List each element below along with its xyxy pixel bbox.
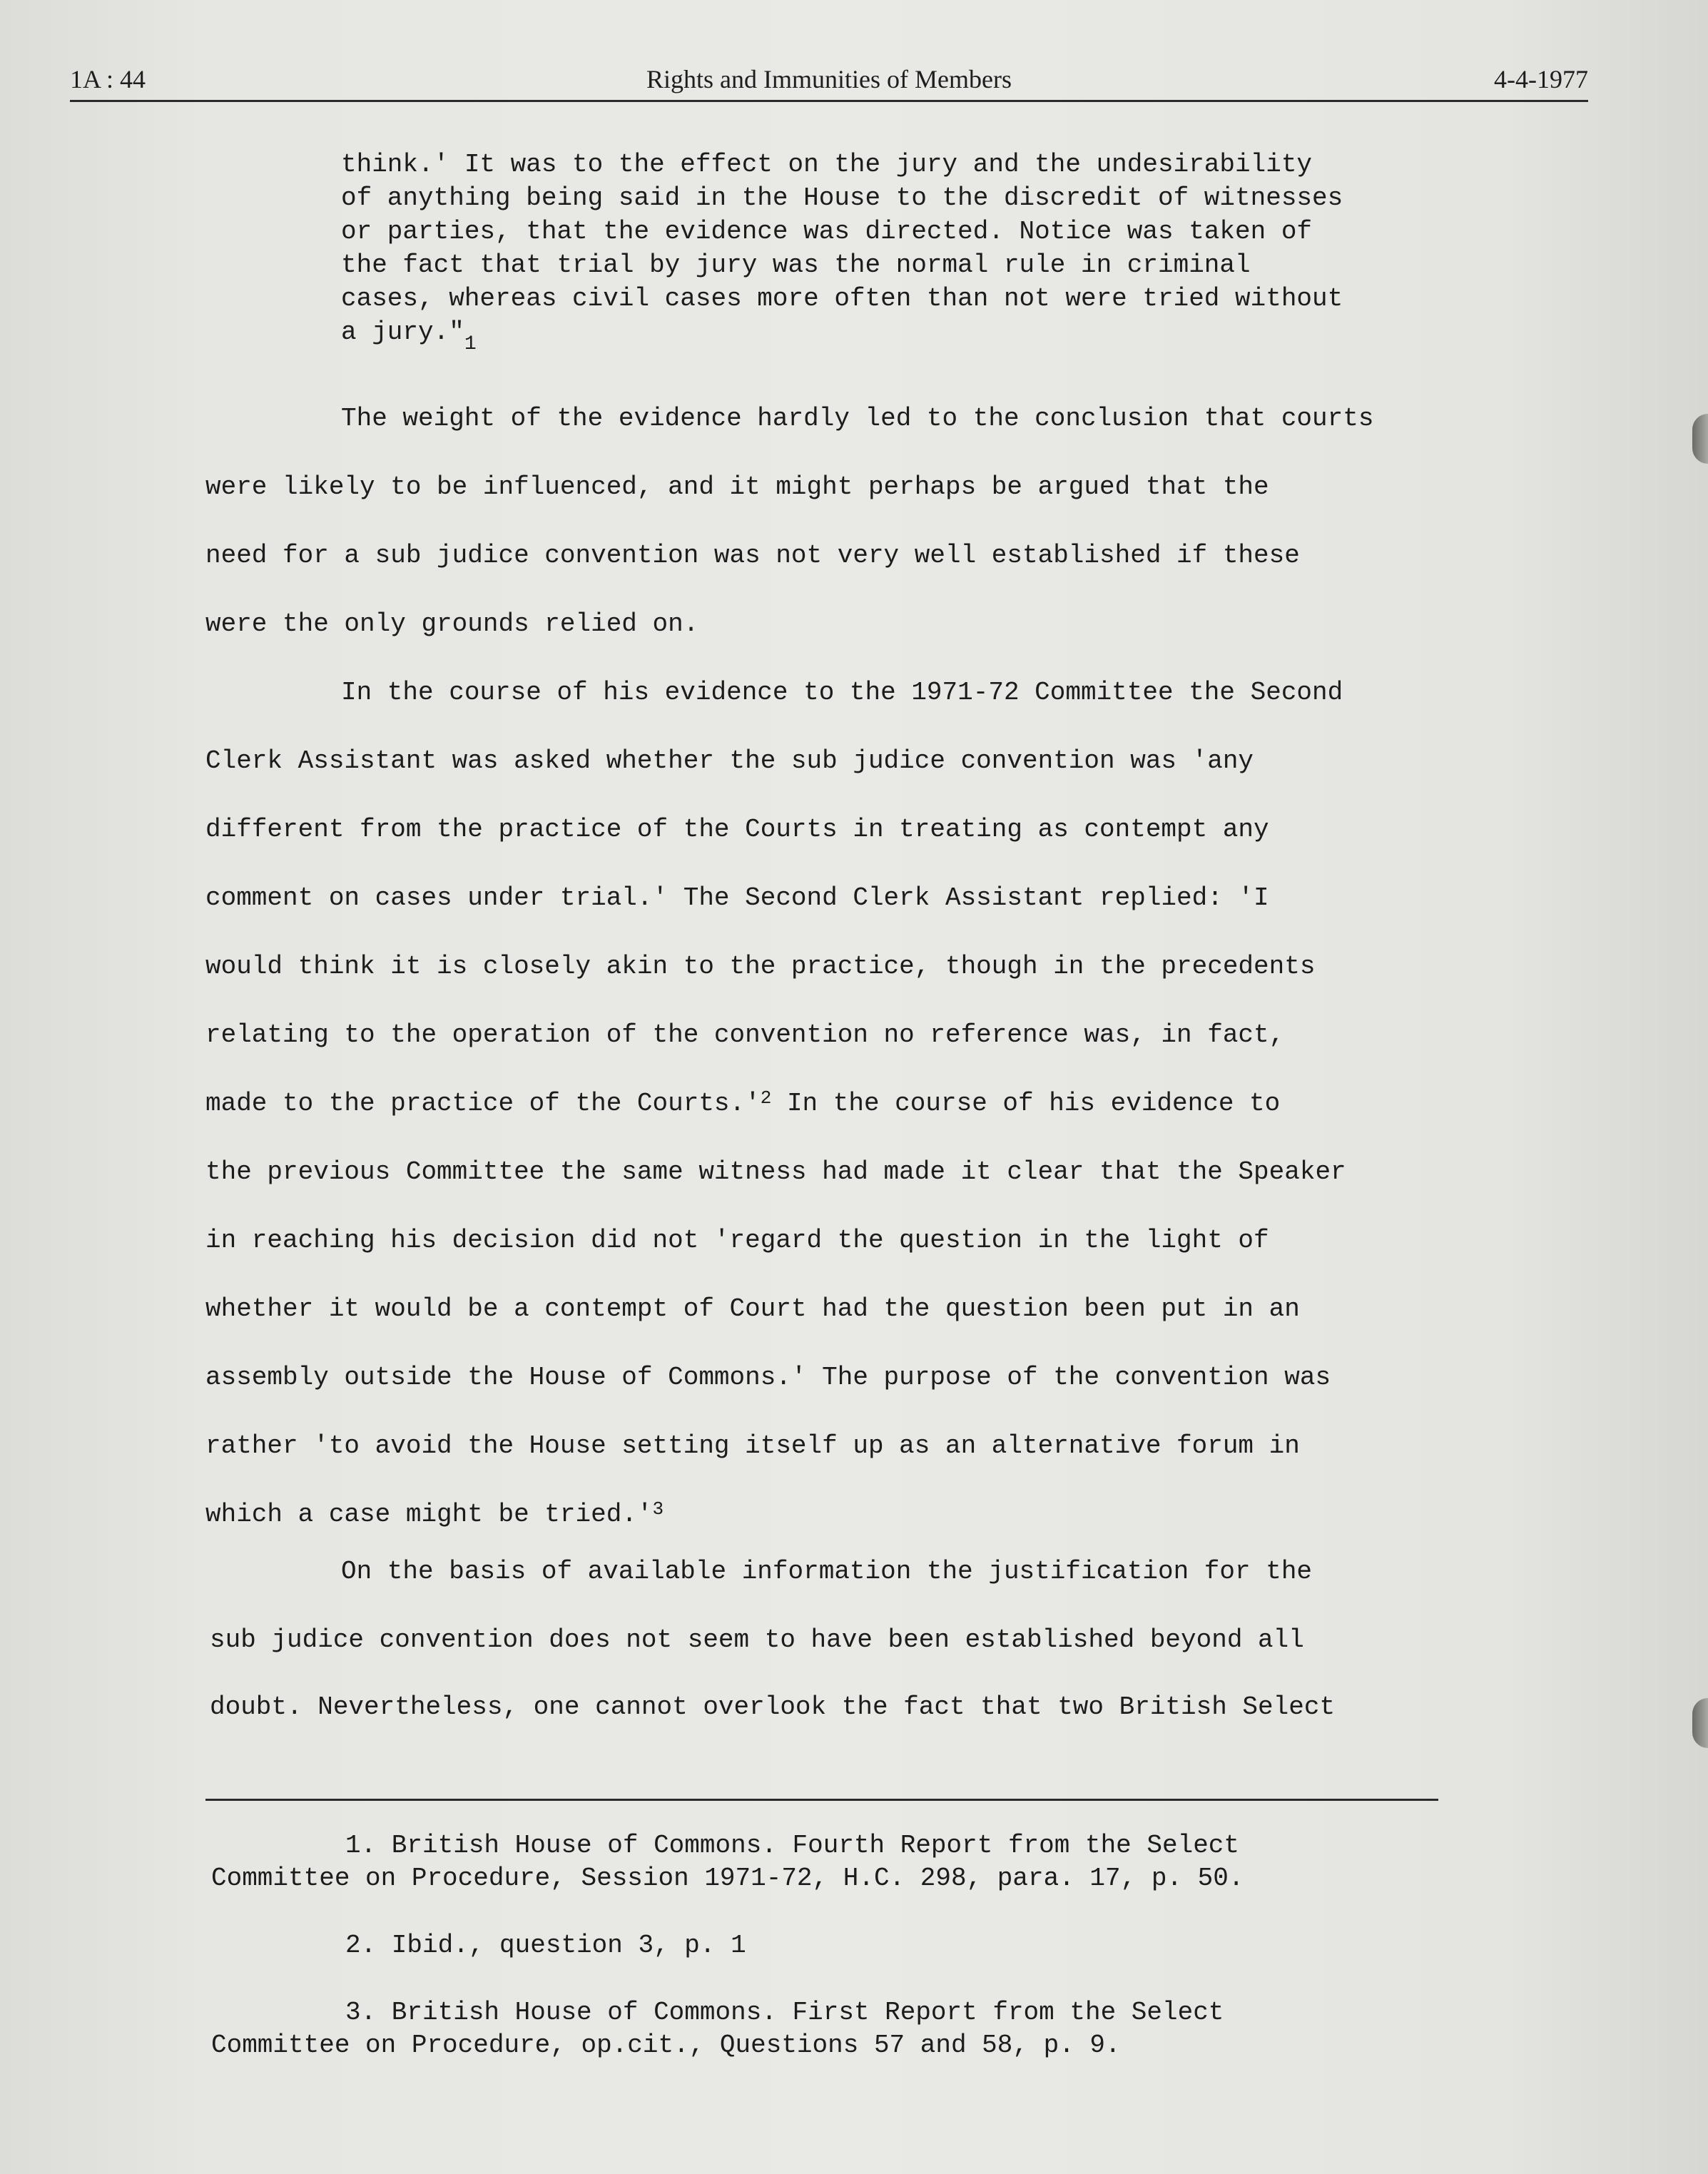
text-line [205,1500,664,1529]
text-line: comment on cases under trial.' The Second Clerk Assistant replied: 'I [205,883,1269,913]
quote-line [341,318,477,355]
footnote-marker: 3 [652,1498,664,1520]
text-line: would think it is closely akin to the practice, though in the precedents [205,952,1316,981]
footnote-3: 3. British House of Commons. First Report from the Select [345,1998,1224,2027]
quote-line: of anything being said in the House to the discredit of witnesses [341,183,1343,213]
quote-line: cases, whereas civil cases more often than not were tried without [341,284,1343,313]
text-line: In the course of his evidence to the 1971-72 Committee the Second [341,678,1343,707]
text-line: in reaching his decision did not 'regard the question in the light of [205,1226,1269,1255]
text-line: On the basis of available information the justification for the [341,1557,1313,1586]
text-segment: made to the practice of the Courts.' [205,1089,761,1118]
footnote-2: 2. Ibid., question 3, p. 1 [345,1931,746,1960]
quote-line-text: a jury." [341,318,464,347]
text-line: The weight of the evidence hardly led to the conclusion that courts [341,404,1374,433]
text-segment: which a case might be tried.' [205,1500,653,1529]
footnote-marker: 1 [464,333,477,355]
text-line: were likely to be influenced, and it might perhaps be argued that the [205,472,1269,502]
footnote-3-continued: Committee on Procedure, op.cit., Questions 57 and 58, p. 9. [211,2031,1121,2060]
footnote-separator [205,1799,1438,1801]
quote-line: or parties, that the evidence was directed. Notice was taken of [341,217,1313,246]
text-segment: In the course of his evidence to [771,1089,1281,1118]
footnote-marker: 2 [760,1087,772,1109]
binder-ring-icon [1692,1698,1708,1748]
text-line: rather 'to avoid the House setting itself up as an alternative forum in [205,1431,1300,1461]
text-line: sub judice convention does not seem to have been established beyond all [210,1625,1304,1655]
text-line: assembly outside the House of Commons.' The purpose of the convention was [205,1363,1331,1392]
text-line: whether it would be a contempt of Court had the question been put in an [205,1294,1300,1324]
footnote-1-continued: Committee on Procedure, Session 1971-72, H.C. 298, para. 17, p. 50. [211,1864,1244,1893]
running-title: Rights and Immunities of Members [646,65,1012,93]
quote-line: think.' It was to the effect on the jury and the undesirability [341,150,1313,179]
quote-line: the fact that trial by jury was the normal rule in criminal [341,250,1251,280]
page-header [70,63,1588,102]
text-line: the previous Committee the same witness had made it clear that the Speaker [205,1157,1346,1187]
binder-ring-icon [1692,414,1708,464]
text-line: doubt. Nevertheless, one cannot overlook the fact that two British Select [210,1692,1336,1722]
page-number: 1A : 44 [70,65,146,93]
footnote-1: 1. British House of Commons. Fourth Report from the Select [345,1831,1240,1860]
text-line: different from the practice of the Courts in treating as contempt any [205,815,1269,844]
text-line: were the only grounds relied on. [205,609,699,639]
text-line: Clerk Assistant was asked whether the sub judice convention was 'any [205,746,1254,776]
header-date: 4-4-1977 [1494,65,1588,93]
text-line [205,1089,1280,1118]
text-line: need for a sub judice convention was not very well established if these [205,541,1300,570]
text-line: relating to the operation of the convention no reference was, in fact, [205,1020,1285,1050]
